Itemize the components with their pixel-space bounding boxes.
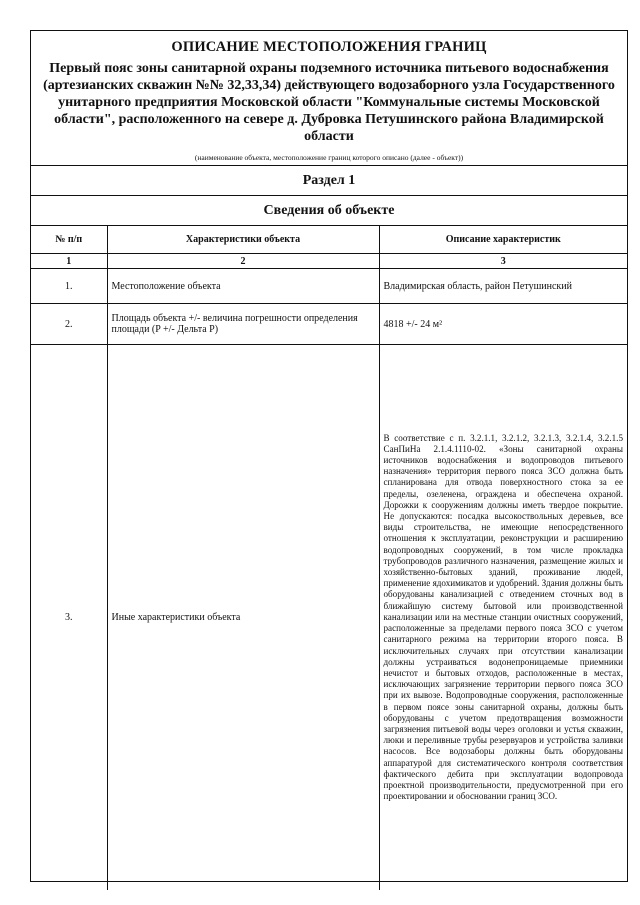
col-number-1: 1 (31, 254, 107, 269)
document-frame (30, 30, 628, 882)
row-description: Владимирская область, район Петушинский (379, 269, 627, 304)
header-number: № п/п (31, 226, 107, 254)
row-characteristic: Иные характеристики объекта (107, 345, 379, 891)
row-description: 4818 +/- 24 м² (379, 304, 627, 345)
table-header-row (31, 226, 627, 254)
row-number: 2. (31, 304, 107, 345)
table-row (31, 304, 627, 345)
title-block (31, 31, 627, 166)
object-note: (наименование объекта, местоположение границ которого описано (далее - объект)) (194, 153, 464, 162)
document-title: ОПИСАНИЕ МЕСТОПОЛОЖЕНИЯ ГРАНИЦ (171, 39, 487, 55)
row-characteristic: Площадь объекта +/- величина погрешности определения площади (P +/- Дельта P) (107, 304, 379, 345)
table-row (31, 269, 627, 304)
object-title: Первый пояс зоны санитарной охраны подземного источника питьевого водоснабжения (артезианских скважин №№ 32,33,34) действующего водозаборного узла Государственного унитарного предприятия Московской области "Коммунальные системы Московской области", расположенного на севере д. Дубровка Петушинского района Владимирской области (43, 61, 615, 144)
col-number-3: 3 (379, 254, 627, 269)
section-label: Раздел 1 (31, 166, 627, 196)
object-info-table (31, 226, 627, 890)
row-characteristic: Местоположение объекта (107, 269, 379, 304)
row-description: В соответствие с п. 3.2.1.1, 3.2.1.2, 3.2.1.3, 3.2.1.4, 3.2.1.5 СанПиНа 2.1.4.1110-02. «Зоны санитарной охраны источников водоснабжения и водопроводов питьевого назначения» территория первого пояса ЗСО должна быть спланирована для отвода поверхностного стока за ее пределы, озеленена, ограждена и обеспечена охраной. Дорожки к сооружениям должны иметь твердое покрытие. Не допускаются: посадка высокоствольных деревьев, все виды строительства, не имеющие непосредственного отношения к эксплуатации, реконструкции и расширению водопроводных сооружений, в том числе прокладка трубопроводов различного назначения, размещение жилых и хозяйственно-бытовых зданий, проживание людей, применение ядохимикатов и удобрений. Здания должны быть оборудованы канализацией с отведением сточных вод в ближайшую систему бытовой или производственной канализации или на местные станции очистных сооружений, расположенные за пределами первого пояса ЗСО с учетом санитарного режима на территории второго пояса. В исключительных случаях при отсутствии канализации должны устраиваться водонепроницаемые приемники нечистот и бытовых отходов, расположенные в местах, исключающих загрязнение территории первого пояса ЗСО при их вывозе. Водопроводные сооружения, расположенные в первом поясе зоны санитарной охраны, должны быть оборудованы с учетом предотвращения возможности загрязнения питьевой воды через оголовки и устья скважин, люки и переливные трубы резервуаров и устройства заливки насосов. Все водозаборы должны быть оборудованы аппаратурой для систематического контроля соответствия фактического дебита при эксплуатации водопровода проектной производительности, предусмотренной при его проектировании и обосновании границ ЗСО. (379, 345, 627, 891)
table-row (31, 345, 627, 891)
header-characteristic: Характеристики объекта (107, 226, 379, 254)
col-number-2: 2 (107, 254, 379, 269)
section-title: Сведения об объекте (31, 196, 627, 226)
header-description: Описание характеристик (379, 226, 627, 254)
row-number: 1. (31, 269, 107, 304)
row-number: 3. (31, 345, 107, 891)
column-number-row (31, 254, 627, 269)
